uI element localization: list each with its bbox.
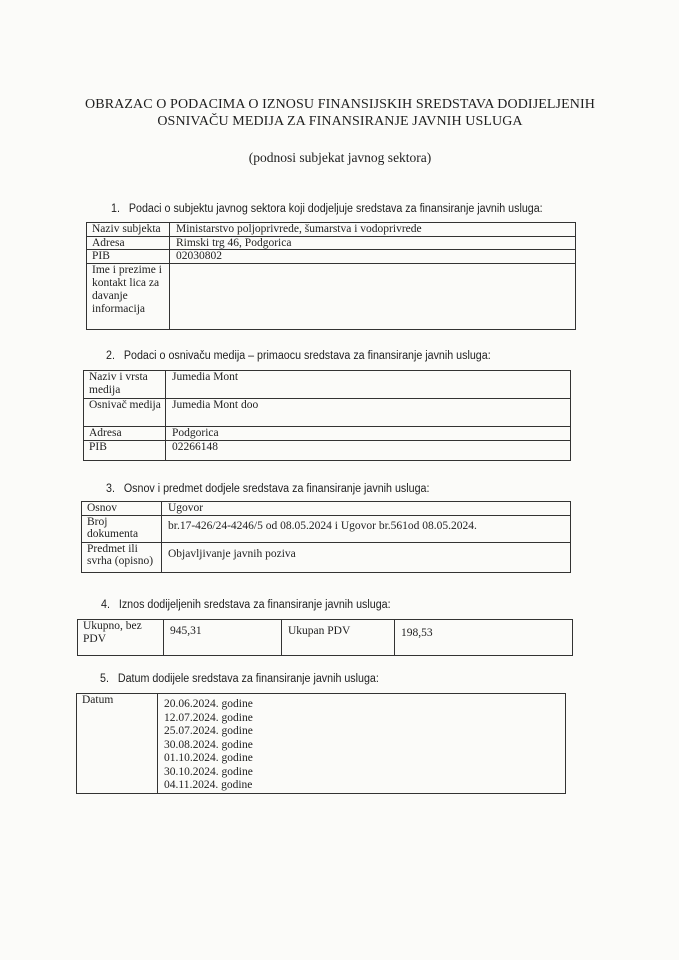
row-value: 02030802	[170, 250, 576, 264]
section-3-table	[81, 501, 571, 573]
row-value: Jumedia Mont doo	[166, 399, 571, 427]
section-5-table	[76, 693, 566, 794]
table-row	[84, 371, 571, 399]
section-3-number: 3.	[106, 483, 115, 495]
table-row	[82, 515, 571, 542]
row-label: Broj dokumenta	[82, 515, 162, 542]
table-row	[87, 250, 576, 264]
table-row	[87, 263, 576, 329]
date-label: Datum	[77, 694, 158, 794]
section-3-heading-text: Osnov i predmet dodjele sredstava za finansiranje javnih usluga:	[123, 483, 430, 495]
document-title	[60, 96, 620, 130]
section-1-table	[86, 222, 576, 330]
total-without-vat-value: 945,31	[164, 620, 282, 656]
row-label: Osnivač medija	[84, 399, 166, 427]
table-row	[82, 542, 571, 572]
row-label: Adresa	[84, 427, 166, 441]
list-item: 30.10.2024. godine	[164, 765, 253, 778]
list-item: 12.07.2024. godine	[164, 711, 253, 724]
row-label: Naziv subjekta	[87, 223, 170, 237]
table-row	[84, 427, 571, 441]
row-label: PIB	[84, 441, 166, 461]
section-4-heading	[101, 599, 391, 611]
row-label: PIB	[87, 250, 170, 264]
section-2-number: 2.	[106, 350, 115, 362]
section-1-heading-text: Podaci o subjektu javnog sektora koji dodjeljuje sredstava za finansiranje javnih usluga:	[128, 203, 543, 215]
section-2-heading-text: Podaci o osnivaču medija – primaocu sredstava za finansiranje javnih usluga:	[123, 350, 491, 362]
row-label: Naziv i vrsta medija	[84, 371, 166, 399]
row-value: Objavljivanje javnih poziva	[162, 542, 571, 572]
dates-list	[158, 694, 566, 794]
row-value: br.17-426/24-4246/5 od 08.05.2024 i Ugovor br.561od 08.05.2024.	[162, 515, 571, 542]
row-value: Ministarstvo poljoprivrede, šumarstva i vodoprivrede	[170, 223, 576, 237]
list-item: 20.06.2024. godine	[164, 698, 253, 710]
section-1-heading	[111, 203, 543, 215]
row-value: Podgorica	[166, 427, 571, 441]
list-item: 01.10.2024. godine	[164, 752, 253, 764]
row-value: Rimski trg 46, Podgorica	[170, 236, 576, 250]
section-4-heading-text: Iznos dodijeljenih sredstava za finansiranje javnih usluga:	[118, 599, 391, 611]
row-value: 02266148	[166, 441, 571, 461]
row-label: Osnov	[82, 502, 162, 516]
section-4-number: 4.	[101, 599, 110, 611]
table-row	[87, 236, 576, 250]
section-3-heading	[106, 483, 429, 495]
total-vat-label: Ukupan PDV	[282, 620, 395, 656]
row-value: Jumedia Mont	[166, 371, 571, 399]
list-item: 04.11.2024. godine	[164, 779, 253, 791]
table-row	[82, 502, 571, 516]
row-value	[170, 263, 576, 329]
title-line-2: OSNIVAČU MEDIJA ZA FINANSIRANJE JAVNIH USLUGA	[157, 114, 523, 129]
total-vat-value: 198,53	[395, 620, 573, 656]
section-2-heading	[106, 350, 491, 362]
table-row	[78, 620, 573, 656]
section-1-number: 1.	[111, 203, 120, 215]
section-5-heading-text: Datum dodijele sredstava za finansiranje javnih usluga:	[117, 673, 379, 685]
section-4-table	[77, 619, 573, 656]
row-label: Ime i prezime i kontakt lica za davanje informacija	[87, 263, 170, 329]
table-row	[87, 223, 576, 237]
section-2-table	[83, 370, 571, 461]
table-row	[84, 441, 571, 461]
section-5-heading	[100, 673, 379, 685]
list-item: 25.07.2024. godine	[164, 725, 253, 737]
list-item: 30.08.2024. godine	[164, 738, 253, 751]
table-row	[84, 399, 571, 427]
row-label: Adresa	[87, 236, 170, 250]
document-subtitle: (podnosi subjekat javnog sektora)	[248, 150, 432, 165]
row-value: Ugovor	[162, 502, 571, 516]
table-row	[77, 694, 566, 794]
title-line-1: OBRAZAC O PODACIMA O IZNOSU FINANSIJSKIH SREDSTAVA DODIJELJENIH	[85, 97, 595, 112]
row-label: Predmet ili svrha (opisno)	[82, 542, 162, 572]
total-without-vat-label: Ukupno, bez PDV	[78, 620, 164, 656]
section-5-number: 5.	[100, 673, 109, 685]
